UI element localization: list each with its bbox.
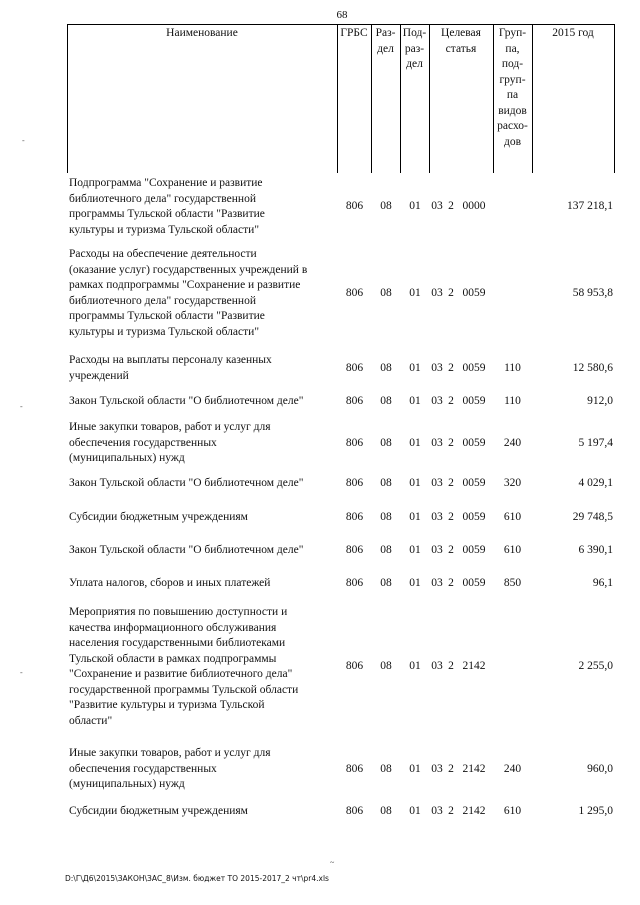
row-name-line: Расходы на выплаты персоналу казенных: [69, 354, 272, 366]
cell-sum: 29 748,5: [572, 511, 613, 523]
cell-sum: 137 218,1: [567, 200, 613, 213]
cell-cs2: 2: [448, 395, 454, 407]
cell-cs1: 03: [431, 477, 443, 489]
row-name: [69, 476, 334, 492]
cell-cs3: 0059: [462, 361, 486, 374]
cell-grbs: 806: [345, 511, 364, 523]
cell-cs1: 03: [431, 805, 443, 817]
table-row: [67, 543, 615, 559]
cell-cs3: 0059: [462, 577, 486, 589]
cell-razdel: 08: [380, 544, 392, 556]
cell-vid: 240: [503, 762, 522, 775]
cell-razdel: 08: [380, 200, 392, 213]
cell-grbs: 806: [345, 436, 364, 449]
row-name-line: Мероприятия по повышению доступности и: [69, 606, 288, 618]
header-vid-rashodov: Груп- па, под- груп- па видов расхо- дов: [497, 27, 528, 148]
cell-cs3: 0059: [462, 436, 486, 449]
cell-razdel: 08: [380, 286, 392, 299]
header-name: Наименование: [166, 27, 238, 39]
header-year: 2015 год: [552, 27, 594, 39]
cell-razdel: 08: [380, 395, 392, 407]
row-name: [69, 176, 334, 238]
row-name-line: Тульской области в рамках подпрограммы: [69, 652, 277, 665]
cell-vid: 320: [503, 477, 522, 489]
row-name: [69, 510, 334, 526]
cell-cs2: 2: [448, 577, 454, 589]
cell-podrazdel: 01: [409, 436, 421, 449]
table-header: [67, 24, 615, 173]
row-name-line: "Сохранение и развитие библиотечного дела": [69, 668, 293, 680]
cell-grbs: 806: [345, 805, 364, 817]
row-name-line: Субсидии бюджетным учреждениям: [69, 805, 248, 817]
row-name-line: государственной программы Тульской области: [69, 683, 299, 696]
row-name-line: культуры и туризма Тульской области": [69, 325, 260, 338]
page-number: 68: [336, 9, 348, 21]
cell-cs2: 2: [448, 511, 454, 523]
table-row: [67, 746, 615, 793]
table-row: [67, 420, 615, 467]
cell-podrazdel: 01: [409, 361, 421, 374]
header-podrazdel: Под- раз- дел: [402, 27, 427, 70]
cell-cs2: 2: [448, 200, 454, 213]
cell-grbs: 806: [345, 395, 364, 407]
row-name-line: Расходы на обеспечение деятельности: [69, 248, 257, 260]
cell-sum: 6 390,1: [578, 544, 613, 556]
cell-cs3: 0059: [462, 286, 486, 299]
cell-cs3: 2142: [462, 762, 486, 775]
cell-grbs: 806: [345, 577, 364, 589]
row-name: [69, 543, 334, 559]
row-name: [69, 394, 334, 410]
row-name: [69, 746, 334, 793]
cell-podrazdel: 01: [409, 395, 421, 407]
cell-grbs: 806: [345, 762, 364, 775]
cell-podrazdel: 01: [409, 200, 421, 213]
cell-podrazdel: 01: [409, 286, 421, 299]
cell-grbs: 806: [345, 361, 364, 374]
cell-cs3: 0059: [462, 544, 486, 556]
cell-vid: 110: [504, 361, 521, 374]
cell-grbs: 806: [345, 286, 364, 299]
cell-razdel: 08: [380, 361, 392, 374]
row-name-line: Подпрограмма "Сохранение и развитие: [69, 177, 263, 189]
cell-cs1: 03: [431, 660, 443, 673]
cell-vid: 110: [504, 395, 521, 407]
cell-cs3: 0000: [462, 200, 486, 213]
cell-cs1: 03: [431, 544, 443, 556]
cell-vid: 850: [503, 577, 522, 589]
cell-cs3: 0059: [462, 477, 486, 489]
table-row: [67, 247, 615, 340]
cell-cs3: 2142: [462, 660, 486, 673]
table-row: [67, 476, 615, 492]
cell-cs2: 2: [448, 660, 454, 673]
cell-podrazdel: 01: [409, 577, 421, 589]
row-name-line: библиотечного дела" государственной: [69, 294, 256, 307]
cell-cs1: 03: [431, 577, 443, 589]
cell-cs2: 2: [448, 436, 454, 449]
row-name: [69, 247, 334, 340]
cell-sum: 960,0: [587, 762, 613, 775]
cell-podrazdel: 01: [409, 544, 421, 556]
cell-razdel: 08: [380, 762, 392, 775]
cell-razdel: 08: [380, 805, 392, 817]
cell-podrazdel: 01: [409, 762, 421, 775]
row-name-line: качества информационного обслуживания: [69, 621, 277, 634]
row-name-line: Уплата налогов, сборов и иных платежей: [69, 577, 271, 589]
cell-sum: 2 255,0: [578, 660, 613, 673]
cell-sum: 5 197,4: [578, 436, 613, 449]
cell-grbs: 806: [345, 544, 364, 556]
row-name-line: "Развитие культуры и туризма Тульской: [69, 699, 265, 711]
cell-vid: 610: [503, 511, 522, 523]
cell-grbs: 806: [345, 200, 364, 213]
row-name-line: (муниципальных) нужд: [69, 452, 185, 464]
row-name-line: (оказание услуг) государственных учреждений в: [69, 263, 308, 276]
row-name-line: Закон Тульской области "О библиотечном деле": [69, 477, 304, 489]
cell-vid: 610: [503, 544, 522, 556]
cell-podrazdel: 01: [409, 477, 421, 489]
row-name-line: области": [69, 714, 113, 727]
cell-cs3: 0059: [462, 395, 486, 407]
cell-cs1: 03: [431, 762, 443, 775]
cell-sum: 58 953,8: [572, 286, 613, 299]
cell-cs1: 03: [431, 286, 443, 299]
row-name-line: библиотечного дела" государственной: [69, 192, 256, 205]
row-name-line: обеспечения государственных: [69, 436, 217, 449]
row-name-line: культуры и туризма Тульской области": [69, 223, 260, 236]
row-name-line: населения государственными библиотеками: [69, 637, 286, 649]
cell-cs3: 0059: [462, 511, 486, 523]
cell-cs2: 2: [448, 544, 454, 556]
table-row: [67, 804, 615, 820]
cell-cs3: 2142: [462, 805, 486, 817]
cell-grbs: 806: [345, 660, 364, 673]
cell-cs2: 2: [448, 361, 454, 374]
row-name: [69, 605, 334, 729]
row-name-line: (муниципальных) нужд: [69, 778, 185, 790]
cell-cs2: 2: [448, 805, 454, 817]
row-name-line: программы Тульской области "Развитие: [69, 310, 265, 322]
cell-razdel: 08: [380, 577, 392, 589]
cell-cs2: 2: [448, 762, 454, 775]
row-name-line: обеспечения государственных: [69, 762, 217, 775]
row-name: [69, 576, 334, 592]
cell-cs1: 03: [431, 395, 443, 407]
cell-razdel: 08: [380, 660, 392, 673]
row-name: [69, 804, 334, 820]
cell-grbs: 806: [345, 477, 364, 489]
header-celevaya-statya: Целевая статья: [441, 27, 481, 55]
cell-vid: 610: [503, 805, 522, 817]
row-name-line: рамках подпрограммы "Сохранение и развитие: [69, 279, 301, 291]
cell-cs1: 03: [431, 361, 443, 374]
cell-razdel: 08: [380, 477, 392, 489]
cell-podrazdel: 01: [409, 660, 421, 673]
table-row: [67, 576, 615, 592]
cell-podrazdel: 01: [409, 511, 421, 523]
cell-sum: 912,0: [587, 395, 613, 407]
table-row: [67, 176, 615, 238]
cell-cs2: 2: [448, 477, 454, 489]
cell-sum: 96,1: [592, 577, 613, 589]
cell-cs1: 03: [431, 511, 443, 523]
cell-sum: 4 029,1: [578, 477, 613, 489]
cell-cs1: 03: [431, 200, 443, 213]
cell-cs1: 03: [431, 436, 443, 449]
row-name-line: Иные закупки товаров, работ и услуг для: [69, 421, 271, 433]
table-row: [67, 510, 615, 526]
header-grbs: ГРБС: [340, 27, 368, 39]
row-name-line: Закон Тульской области "О библиотечном деле": [69, 395, 304, 407]
file-path-footer: D:\Г\Д6\2015\ЗАКОН\ЗАС_8\Изм. бюджет ТО 2015-2017_2 чт\pr4.xls: [65, 874, 329, 883]
cell-vid: 240: [503, 436, 522, 449]
header-razdel: Раз- дел: [375, 27, 396, 55]
row-name-line: программы Тульской области "Развитие: [69, 208, 265, 220]
row-name-line: Иные закупки товаров, работ и услуг для: [69, 747, 271, 759]
table-row: [67, 394, 615, 410]
table-row: [67, 353, 615, 384]
cell-podrazdel: 01: [409, 805, 421, 817]
cell-razdel: 08: [380, 511, 392, 523]
cell-razdel: 08: [380, 436, 392, 449]
table-row: [67, 605, 615, 729]
row-name: [69, 353, 334, 384]
row-name-line: учреждений: [69, 369, 129, 382]
row-name-line: Закон Тульской области "О библиотечном деле": [69, 544, 304, 556]
cell-cs2: 2: [448, 286, 454, 299]
cell-sum: 1 295,0: [578, 805, 613, 817]
row-name-line: Субсидии бюджетным учреждениям: [69, 511, 248, 523]
cell-sum: 12 580,6: [572, 361, 613, 374]
row-name: [69, 420, 334, 467]
